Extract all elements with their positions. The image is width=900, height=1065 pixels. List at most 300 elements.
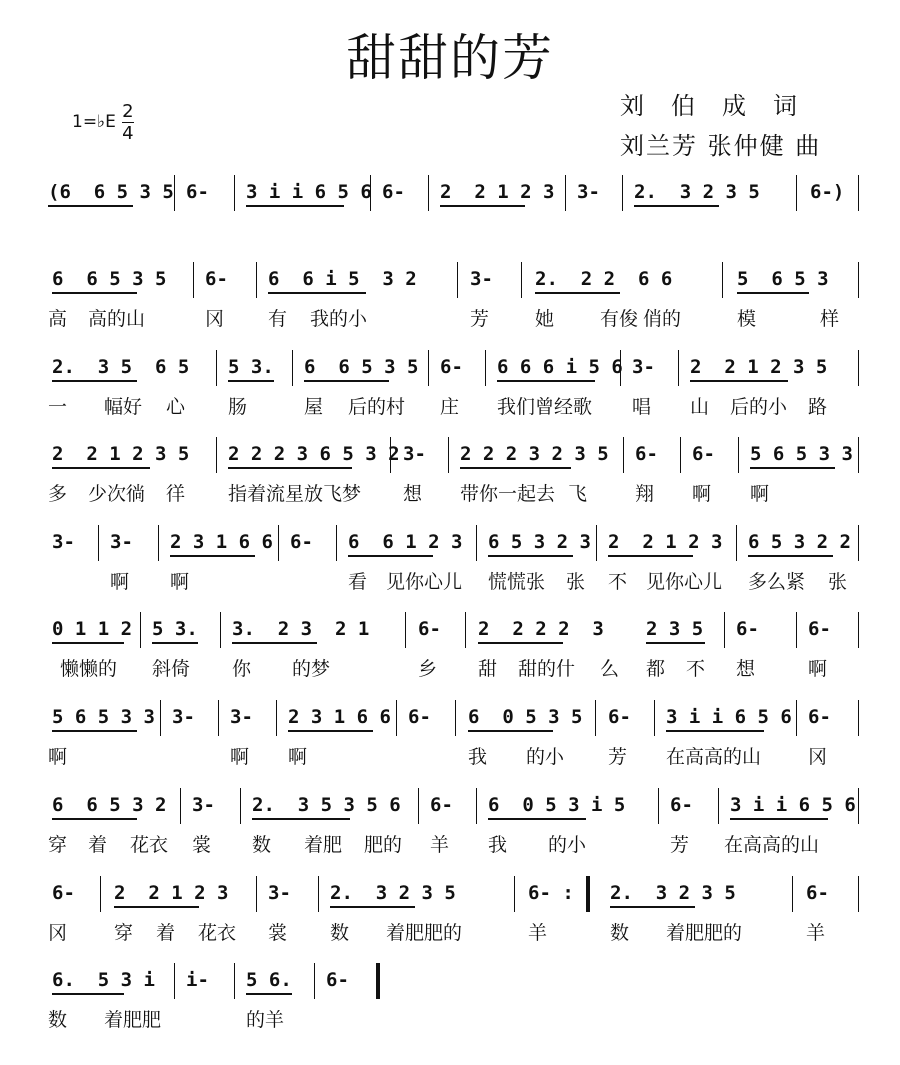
lyric-word: 啊 [750,483,770,505]
beam-line [646,642,705,644]
score-line [0,963,900,1043]
lyric-word: 心 [166,396,186,418]
note-group: 6- [808,706,831,728]
lyric-word: 飞 [568,483,588,505]
beam-line [440,205,525,207]
lyric-word: 路 [808,396,828,418]
note-group: 6- [382,181,405,203]
note-group: 6- [440,356,463,378]
lyric-word: 着 [88,834,108,856]
lyric-word: 屋 [304,396,324,418]
note-group: 3- [268,882,291,904]
bar-line [256,262,257,298]
note-group: 3- [192,794,215,816]
key-time-signature [72,100,134,144]
song-title: 甜甜的芳 [346,29,554,87]
note-group: 3- [52,531,75,553]
lyric-word: 都 [646,658,666,680]
note-group: 3- [110,531,133,553]
note-group: 2 2 1 2 3 [440,181,555,203]
lyric-word: 张 [828,571,848,593]
note-group: 2. 3 5 6 5 [52,356,190,378]
beam-line [608,555,693,557]
note-group: 3 i i 6 5 6 [666,706,792,728]
lyric-word: 翔 [635,483,655,505]
bar-line [318,876,319,912]
beam-line [535,292,620,294]
bar-line [796,700,797,736]
lyric-word: 乡 [418,658,438,680]
note-group: 6- [635,443,658,465]
beam-line [52,818,137,820]
lyric-word: 后的小 [730,396,788,418]
note-group: 6- [736,618,759,640]
bar-line [476,788,477,824]
beam-line [232,642,317,644]
beam-line [348,555,433,557]
bar-line [193,262,194,298]
time-signature-top: 2 [122,100,134,122]
time-signature [122,102,134,143]
note-group: 6- [806,882,829,904]
lyric-word: 肠 [228,396,248,418]
bar-line [98,525,99,561]
note-group: 6-) [810,181,845,203]
beam-line [488,818,586,820]
composer-credit: 刘兰芳 张仲健 曲 [620,132,822,160]
beam-line [252,818,350,820]
beam-line [246,993,292,995]
lyric-word: 样 [820,308,840,330]
lyric-word: 的梦 [292,658,331,680]
lyric-word: 斜倚 [152,658,191,680]
lyric-word: 想 [736,658,756,680]
note-group: 2. 3 2 3 5 [330,882,456,904]
lyric-word: 我的小 [310,308,368,330]
note-group: 2 2 1 2 3 [114,882,229,904]
lyric-word: 着肥肥 [104,1009,162,1031]
lyric-word: 我 [468,746,488,768]
lyric-word: 见你心儿 [386,571,463,593]
bar-line [234,175,235,211]
lyric-word: 见你心儿 [646,571,723,593]
bar-line [448,437,449,473]
bar-line [292,350,293,386]
final-bar-line [586,876,590,912]
beam-line [304,380,389,382]
beam-line [268,292,366,294]
bar-line [218,700,219,736]
lyric-word: 的羊 [246,1009,285,1031]
beam-line [488,555,573,557]
score-line [0,876,900,956]
note-group: 6- [52,882,75,904]
bar-line [858,262,859,298]
beam-line [114,906,199,908]
note-group: 6- : [528,882,574,904]
lyrics-row [0,742,900,772]
lyric-word: 高 [48,308,68,330]
bar-line [390,437,391,473]
beam-line [330,906,415,908]
bar-line [620,350,621,386]
note-group: i- [186,969,209,991]
lyric-word: 花衣 [130,834,169,856]
beam-line [634,205,719,207]
beam-line [730,818,828,820]
beam-line [170,555,255,557]
bar-line [180,788,181,824]
note-group: 5 6 5 3 3 [52,706,155,728]
lyrics-row [0,918,900,948]
note-group: 6- [205,268,228,290]
bar-line [140,612,141,648]
lyric-word: 穿 [114,922,134,944]
lyric-word: 啊 [692,483,712,505]
beam-line [497,380,595,382]
bar-line [256,876,257,912]
bar-line [858,788,859,824]
note-group: 5 6 5 3 3 [750,443,853,465]
notes-row [0,525,900,561]
lyric-word: 我 [488,834,508,856]
lyric-word: 指着流星放飞梦 [228,483,362,505]
lyric-word: 有 [268,308,288,330]
beam-line [228,467,352,469]
note-group: 2 2 2 2 3 [478,618,604,640]
beam-line [52,642,124,644]
note-group: 6- [290,531,313,553]
lyric-word: 想 [403,483,423,505]
note-group: 5 3. [152,618,198,640]
bar-line [220,612,221,648]
note-group: 6- [692,443,715,465]
bar-line [722,262,723,298]
lyric-word: 看 [348,571,368,593]
beam-line [152,642,198,644]
lyric-word: 懒懒的 [60,658,118,680]
lyric-word: 裳 [192,834,212,856]
score-line [0,525,900,605]
lyric-word: 她 [535,308,555,330]
beam-line [52,993,124,995]
final-bar-line [376,963,380,999]
note-group: 2 2 1 2 3 [608,531,723,553]
bar-line [216,350,217,386]
bar-line [476,525,477,561]
beam-line [666,730,764,732]
lyric-word: 冈 [205,308,225,330]
lyric-word: 羊 [430,834,450,856]
bar-line [457,262,458,298]
note-group: 3- [172,706,195,728]
note-group: 6. 5 3 i [52,969,155,991]
bar-line [792,876,793,912]
lyric-word: 一 [48,396,68,418]
lyric-word: 啊 [48,746,68,768]
bar-line [858,612,859,648]
lyric-word: 花衣 [198,922,237,944]
lyric-word: 着肥肥的 [666,922,743,944]
note-group: 2 2 2 3 6 5 3 2 [228,443,400,465]
lyric-word: 数 [252,834,272,856]
bar-line [736,525,737,561]
bar-line [160,700,161,736]
key-signature: 1=♭E [72,112,116,132]
beam-line [288,730,373,732]
lyric-word: 数 [610,922,630,944]
note-group: 2. 2 2 6 6 [535,268,673,290]
lyrics-row [0,479,900,509]
lyrics-row [0,304,900,334]
lyric-word: 甜 [478,658,498,680]
beam-line [748,555,833,557]
score-line [0,175,900,255]
bar-line [396,700,397,736]
lyric-word: 羊 [806,922,826,944]
bar-line [428,350,429,386]
lyric-word: 芳 [670,834,690,856]
lyricist-credit: 刘伯成词 [620,92,824,120]
bar-line [276,700,277,736]
beam-line [468,730,553,732]
lyric-word: 羊 [528,922,548,944]
note-group: 5 6. [246,969,292,991]
note-group: 6- [670,794,693,816]
beam-line [228,380,274,382]
bar-line [314,963,315,999]
bar-line [240,788,241,824]
lyric-word: 你 [232,658,252,680]
lyric-word: 啊 [170,571,190,593]
note-group: 2 2 1 2 3 5 [690,356,828,378]
bar-line [724,612,725,648]
note-group: 3- [577,181,600,203]
note-group: 3- [230,706,253,728]
bar-line [158,525,159,561]
notes-row [0,175,900,211]
beam-line [52,380,137,382]
lyric-word: 甜的什 [518,658,576,680]
beam-line [52,292,137,294]
beam-line [610,906,695,908]
note-group: 6 6 5 3 5 [304,356,419,378]
bar-line [718,788,719,824]
bar-line [658,788,659,824]
bar-line [405,612,406,648]
lyrics-row [0,654,900,684]
bar-line [796,612,797,648]
lyric-word: 冈 [808,746,828,768]
note-group: 6- [608,706,631,728]
lyric-word: 的小 [548,834,587,856]
lyric-word: 少次徜 [88,483,146,505]
lyric-word: 幅好 [104,396,143,418]
bar-line [654,700,655,736]
lyric-word: 高的山 [88,308,146,330]
note-group: 6 6 6 i 5 6 [497,356,623,378]
lyric-word: 肥的 [364,834,403,856]
notes-row [0,876,900,912]
lyric-word: 在高高的山 [666,746,762,768]
note-group: 6- [408,706,431,728]
lyric-word: 庄 [440,396,460,418]
lyric-word: 张 [566,571,586,593]
lyric-word: 山 [690,396,710,418]
lyrics-row [0,217,900,247]
bar-line [858,437,859,473]
lyric-word: 着肥 [304,834,343,856]
notes-row [0,788,900,824]
bar-line [485,350,486,386]
note-group: 3 i i 6 5 6 [246,181,372,203]
time-signature-bottom: 4 [122,122,134,144]
notes-row [0,437,900,473]
note-group: 2 2 1 2 3 5 [52,443,190,465]
lyric-word: 我们曾经歌 [497,396,593,418]
lyric-word: 的小 [526,746,565,768]
note-group: 5 3. [228,356,274,378]
beam-line [246,205,344,207]
bar-line [418,788,419,824]
credits [620,86,850,166]
beam-line [48,205,133,207]
notes-row [0,262,900,298]
note-group: 2 3 1 6 6 [288,706,391,728]
lyric-word: 俏的 [643,308,682,330]
bar-line [858,525,859,561]
bar-line [738,437,739,473]
score-line [0,788,900,868]
bar-line [595,700,596,736]
lyric-word: 冈 [48,922,68,944]
lyric-word: 芳 [608,746,628,768]
note-group: 3 i i 6 5 6 [730,794,856,816]
bar-line [858,876,859,912]
bar-line [680,437,681,473]
beam-line [737,292,809,294]
lyric-word: 着 [156,922,176,944]
bar-line [336,525,337,561]
note-group: 5 6 5 3 [737,268,829,290]
note-group: 2. 3 2 3 5 [610,882,736,904]
note-group: 6 0 5 3 5 [468,706,583,728]
bar-line [174,963,175,999]
bar-line [858,350,859,386]
lyric-word: 有俊 [600,308,639,330]
beam-line [52,467,150,469]
lyric-word: 数 [48,1009,68,1031]
lyrics-row [0,392,900,422]
score-line [0,437,900,517]
note-group: 6 5 3 2 3 [488,531,591,553]
note-group: 6 6 i 5 3 2 [268,268,417,290]
bar-line [858,175,859,211]
lyrics-row [0,567,900,597]
note-group: 6 0 5 3 i 5 [488,794,626,816]
lyric-word: 啊 [288,746,308,768]
bar-line [234,963,235,999]
bar-line [796,175,797,211]
note-group: 6 6 1 2 3 [348,531,463,553]
note-group: 2 2 2 3 2 3 5 [460,443,609,465]
lyric-word: 在高高的山 [724,834,820,856]
note-group: 2. 3 5 3 5 6 [252,794,401,816]
bar-line [623,437,624,473]
beam-line [690,380,788,382]
lyric-word: 啊 [808,658,828,680]
note-group: 3- [403,443,426,465]
bar-line [858,700,859,736]
lyric-word: 穿 [48,834,68,856]
score-line [0,350,900,430]
bar-line [428,175,429,211]
bar-line [622,175,623,211]
bar-line [678,350,679,386]
beam-line [478,642,563,644]
lyric-word: 啊 [110,571,130,593]
note-group: 6 6 5 3 5 [52,268,167,290]
lyric-word: 多 [48,483,68,505]
lyric-word: 么 [600,658,620,680]
note-group: 2. 3 2 3 5 [634,181,760,203]
note-group: 2 3 1 6 6 [170,531,273,553]
bar-line [455,700,456,736]
lyric-word: 不 [686,658,706,680]
lyric-word: 徉 [166,483,186,505]
lyric-word: 数 [330,922,350,944]
note-group: 3. 2 3 2 1 [232,618,370,640]
lyric-word: 不 [608,571,628,593]
beam-line [52,730,137,732]
bar-line [216,437,217,473]
note-group: 2 3 5 [646,618,704,640]
bar-line [465,612,466,648]
lyric-word: 慌慌张 [488,571,546,593]
score-line [0,700,900,780]
note-group: (6 6 5 3 5 [48,181,174,203]
score-line [0,262,900,342]
note-group: 3- [632,356,655,378]
note-group: 6- [430,794,453,816]
beam-line [460,467,571,469]
bar-line [521,262,522,298]
lyric-word: 多么紧 [748,571,806,593]
bar-line [596,525,597,561]
bar-line [100,876,101,912]
note-group: 6- [418,618,441,640]
lyric-word: 裳 [268,922,288,944]
note-group: 3- [470,268,493,290]
bar-line [278,525,279,561]
beam-line [750,467,835,469]
bar-line [370,175,371,211]
notes-row [0,350,900,386]
bar-line [514,876,515,912]
lyric-word: 啊 [230,746,250,768]
notes-row [0,700,900,736]
lyric-word: 带你一起去 [460,483,556,505]
lyric-word: 着肥肥的 [386,922,463,944]
notes-row [0,612,900,648]
note-group: 0 1 1 2 [52,618,133,640]
note-group: 6- [186,181,209,203]
lyric-word: 后的村 [348,396,406,418]
lyrics-row [0,830,900,860]
lyric-word: 唱 [632,396,652,418]
notes-row [0,963,900,999]
lyrics-row [0,1005,900,1035]
